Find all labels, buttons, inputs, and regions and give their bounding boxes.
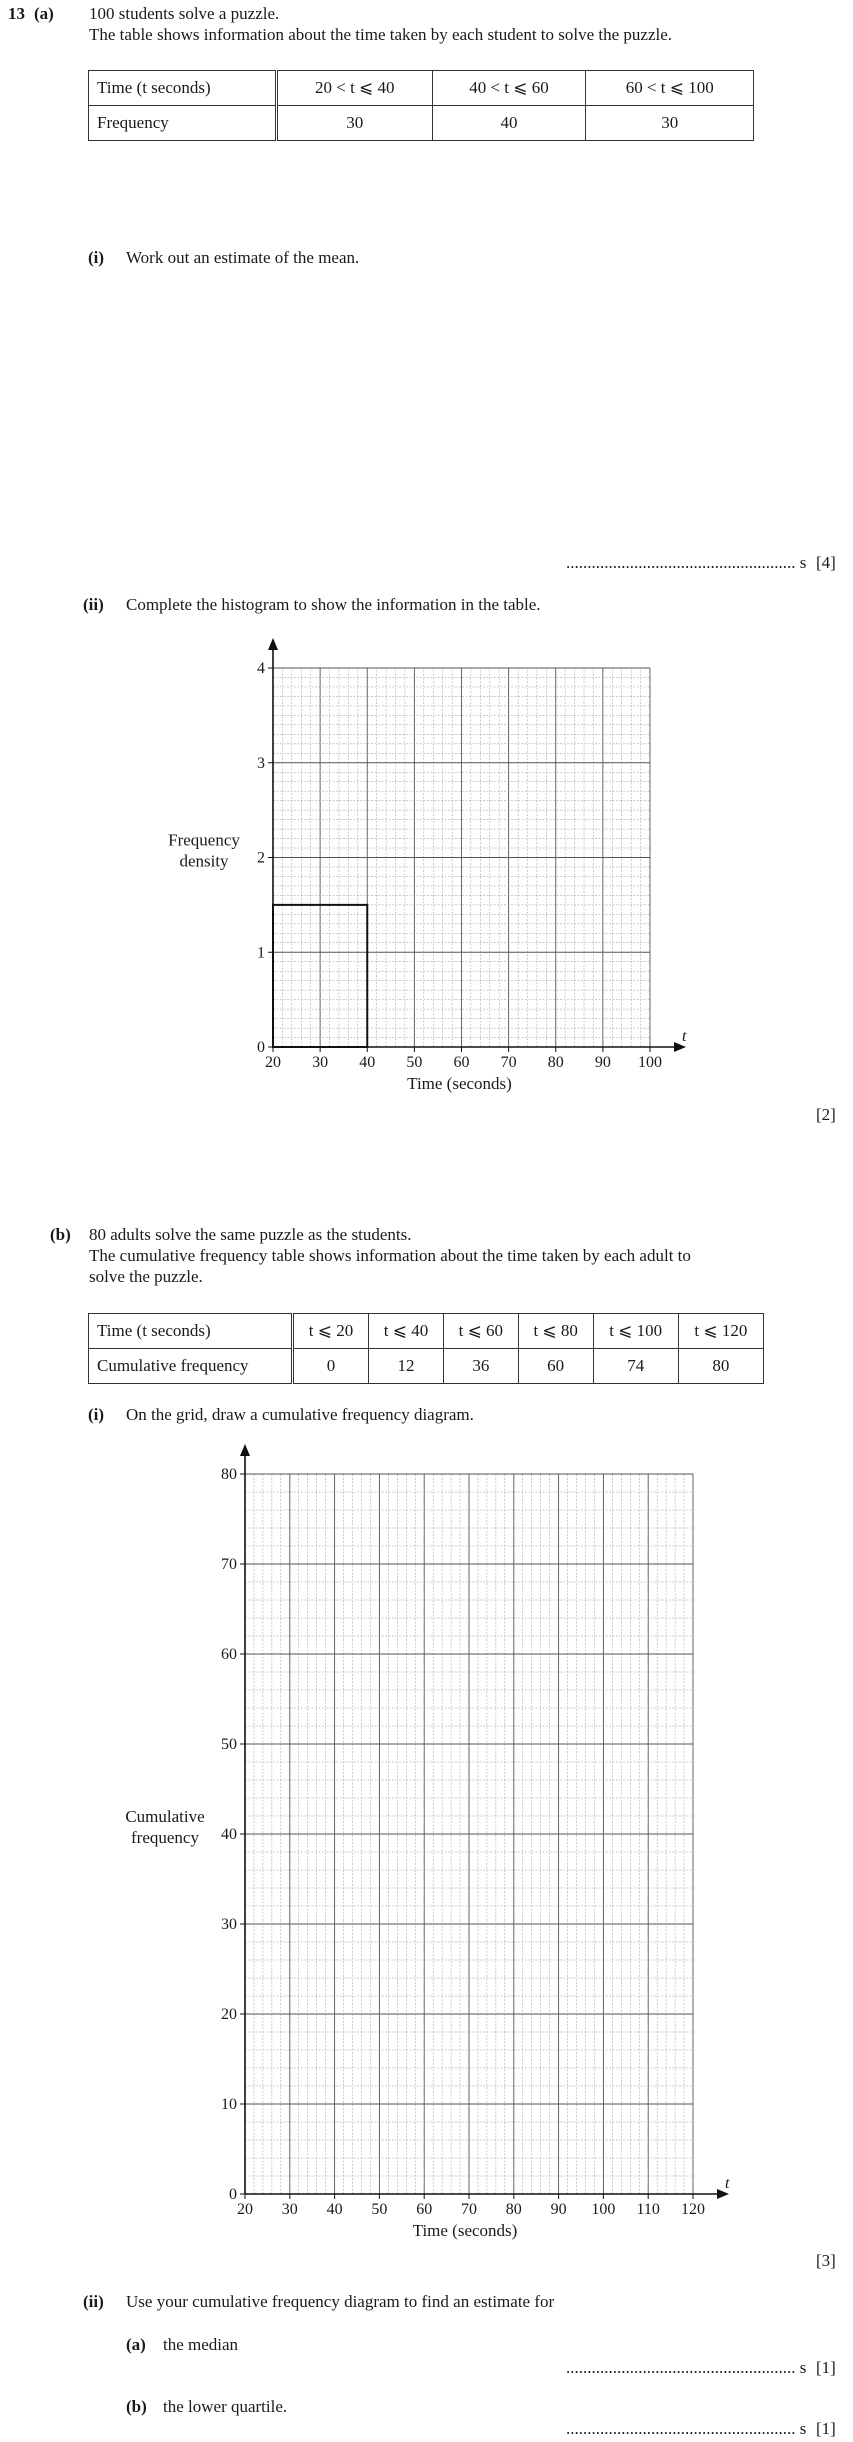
table-header-time: Time (t seconds) [89,1314,293,1349]
table-value-cell: 80 [678,1349,763,1384]
table-header-frequency: Frequency [89,106,277,141]
x-tick-label: 80 [505,2201,522,2218]
x-tick-label: 20 [237,2201,253,2218]
table-header-time: Time (t seconds) [89,71,277,106]
x-variable-label: t [682,1028,687,1045]
y-tick-label: 40 [221,1826,237,1843]
part-a-i-text: Work out an estimate of the mean. [126,248,360,267]
x-tick-label: 50 [406,1054,423,1071]
table-class-cell: t ⩽ 20 [293,1314,369,1349]
part-b-intro-3: solve the puzzle. [89,1267,203,1286]
part-b-intro-1: 80 adults solve the same puzzle as the students. [89,1225,412,1244]
y-tick-label: 50 [221,1736,237,1753]
part-b-i-text: On the grid, draw a cumulative frequency diagram. [126,1405,474,1424]
y-axis-label-line1: Frequency [168,830,240,850]
table-class-cell: t ⩽ 100 [593,1314,678,1349]
x-variable-label: t [725,2175,730,2192]
x-tick-label: 70 [461,2201,477,2218]
x-tick-label: 40 [359,1054,376,1071]
median-text: the median [163,2335,239,2354]
x-tick-label: 100 [591,2201,616,2218]
part-a-ii-text: Complete the histogram to show the information in the table. [126,595,541,614]
part-a-ii-marks: [2] [816,1105,836,1124]
part-b-ii-label: (ii) [83,2292,104,2311]
x-tick-label: 30 [312,1054,329,1071]
part-a-ii-label: (ii) [83,595,104,614]
median-marks: [1] [816,2358,836,2377]
y-tick-label: 30 [221,1916,237,1933]
table-value-cell: 0 [293,1349,369,1384]
question-number: 13 [8,4,25,23]
x-tick-label: 100 [638,1054,662,1071]
y-tick-label: 4 [257,660,265,677]
table-value-cell: 36 [443,1349,518,1384]
table-value-cell: 12 [369,1349,444,1384]
table-frequency-cell: 30 [277,106,433,141]
x-tick-label: 90 [550,2201,567,2218]
y-axis-label-line1: Cumulative [125,1807,205,1826]
table-class-cell: t ⩽ 40 [369,1314,444,1349]
lower-quartile-label: (b) [126,2397,147,2416]
x-tick-label: 40 [326,2201,343,2218]
lower-quartile-text: the lower quartile. [163,2397,288,2416]
x-tick-label: 110 [636,2201,660,2218]
table-header-cumulative-frequency: Cumulative frequency [89,1349,293,1384]
x-tick-label: 120 [681,2201,705,2218]
part-b-intro-2: The cumulative frequency table shows information about the time taken by each adult to [89,1246,691,1265]
y-tick-label: 70 [221,1556,237,1573]
part-b-i-label: (i) [88,1405,105,1424]
table-class-cell: 20 < t ⩽ 40 [277,71,433,106]
y-axis-label-line2: density [179,851,229,871]
y-tick-label: 80 [221,1466,237,1483]
mean-answer-line[interactable]: ...................................................... s [566,553,807,572]
x-tick-label: 20 [265,1054,281,1071]
part-a-i-label: (i) [88,248,105,267]
table-class-cell: 40 < t ⩽ 60 [432,71,586,106]
part-a-i-marks: [4] [816,553,836,572]
y-tick-label: 10 [221,2096,237,2113]
table-value-cell: 60 [518,1349,593,1384]
student-frequency-table [88,70,754,141]
y-tick-label: 3 [257,754,265,772]
median-answer-line[interactable]: ...................................................... s [566,2358,807,2377]
x-tick-label: 60 [416,2201,433,2218]
y-axis-label-line2: frequency [131,1828,199,1847]
table-value-cell: 74 [593,1349,678,1384]
table-class-cell: 60 < t ⩽ 100 [586,71,754,106]
part-b-i-marks: [3] [816,2251,836,2270]
x-tick-label: 70 [500,1054,517,1071]
y-tick-label: 0 [257,1039,265,1056]
x-tick-label: 90 [594,1054,611,1071]
x-axis-label: Time (seconds) [407,1074,512,1093]
x-tick-label: 80 [547,1054,564,1071]
part-b-ii-text: Use your cumulative frequency diagram to find an estimate for [126,2292,555,2311]
y-tick-label: 2 [257,849,265,867]
x-tick-label: 60 [453,1054,470,1071]
y-tick-label: 0 [229,2186,237,2203]
x-axis-label: Time (seconds) [412,2221,518,2240]
x-tick-label: 30 [281,2201,298,2218]
part-a-label: (a) [34,4,54,23]
y-axis-arrow [240,1444,250,1456]
part-b-label: (b) [50,1225,71,1244]
table-frequency-cell: 40 [432,106,586,141]
part-a-intro-1: 100 students solve a puzzle. [89,4,280,23]
table-frequency-cell: 30 [586,106,754,141]
lower-quartile-answer-line[interactable]: ...................................................... s [566,2419,807,2438]
cumulative-frequency-table [88,1313,764,1384]
y-tick-label: 60 [221,1646,237,1663]
lower-quartile-marks: [1] [816,2419,836,2438]
table-class-cell: t ⩽ 60 [443,1314,518,1349]
table-class-cell: t ⩽ 120 [678,1314,763,1349]
y-tick-label: 1 [257,944,265,962]
y-tick-label: 20 [221,2006,237,2023]
median-label: (a) [126,2335,146,2354]
table-class-cell: t ⩽ 80 [518,1314,593,1349]
x-tick-label: 50 [371,2201,388,2218]
y-axis-arrow [268,638,278,650]
part-a-intro-2: The table shows information about the time taken by each student to solve the puzzle. [89,25,673,44]
